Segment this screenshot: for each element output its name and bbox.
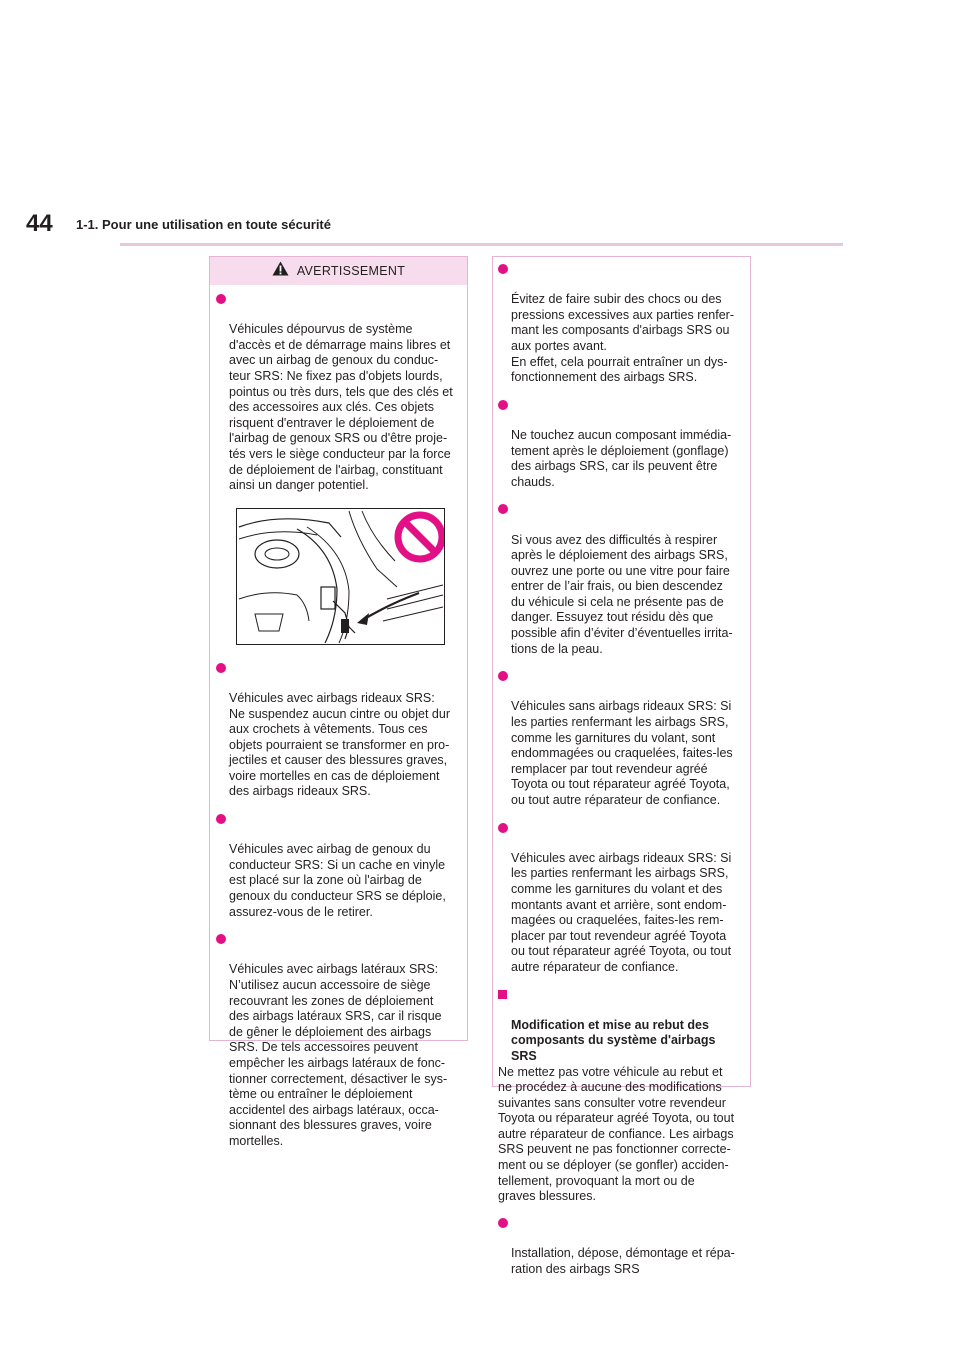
warning-item (216, 660, 461, 800)
bullet-dot-icon (498, 1218, 508, 1228)
warning-item (216, 931, 461, 1149)
bullet-dot-icon (498, 823, 508, 833)
steering-wheel-keys-illustration (236, 508, 445, 645)
square-bullet-icon (498, 990, 507, 999)
warning-item-text: Installation, dépose, démontage et répa- ration des airbags SRS (511, 1246, 735, 1276)
bullet-dot-icon (216, 663, 226, 673)
warning-item-text: Véhicules avec airbags latéraux SRS: N’utilisez aucun accessoire de siège recouvrant les zones de déploiement des airbags latéraux SRS, car il risque de gêner le déploiement des airbags SRS. De tels accessoires peuvent empêcher les airbags latéraux de fonc- tionner correctement, désactiver le sys- tème ou entraîner le déploiement accidentel des airbags latéraux, occa- sionnant des blessures graves, voire mortelles. (229, 962, 448, 1148)
illustration-drawing (237, 509, 444, 644)
warning-item-text: Véhicules avec airbags rideaux SRS: Si les parties renfermant les airbags SRS, comme les garnitures du volant et des montants avant et arrière, sont endom- magées ou craquelées, faites-les rem- placer par tout revendeur agréé Toyota ou tout réparateur agréé Toyota, ou tout autre réparateur de confiance. (511, 850, 732, 974)
warning-item (498, 261, 744, 386)
warning-item (216, 291, 461, 494)
section-title: 1-1. Pour une utilisation en toute sécurité (76, 217, 331, 232)
warning-continued-box (492, 256, 751, 1276)
warning-item-text: Véhicules dépourvus de système d'accès et de démarrage mains libres et avec un airbag de genoux du conduc- teur SRS: Ne fixez pas d'objets lourds, pointus ou très durs, tels que des clés et des accessoires aux clés. Ces objets risquent d'entraver le déploiement de l'airbag de genoux SRS ou d'être proje- tés vers le siège conducteur par la force de déploiement de l'airbag, constituant ainsi un danger potentiel. (229, 322, 453, 493)
warning-item (498, 1215, 744, 1277)
warning-item (498, 820, 744, 976)
warning-item-text: Évitez de faire subir des chocs ou des pressions excessives aux parties renfer- mant les composants d'airbags SRS ou aux portes avant. En effet, cela pourrait entraîner un dys- fonctionnement des airbags SRS. (511, 292, 735, 385)
subheading-text: Modification et mise au rebut des composants du système d'airbags SRS (511, 1017, 716, 1063)
bullet-dot-icon (216, 814, 226, 824)
warning-item (216, 811, 461, 920)
page-number: 44 (26, 210, 53, 237)
warning-item (498, 501, 744, 657)
header-rule (120, 243, 843, 246)
warning-item-text: Véhicules avec airbag de genoux du conducteur SRS: Si un cache en vinyle est placé sur la zone où l'airbag de genoux du conducteur SRS se déploie, assurez-vous de le retirer. (229, 842, 446, 919)
bullet-dot-icon (498, 400, 508, 410)
warning-triangle-icon (272, 261, 289, 281)
warning-item (498, 397, 744, 491)
bullet-dot-icon (216, 294, 226, 304)
body-paragraph: Ne mettez pas votre véhicule au rebut et ne procédez à aucune des modifications suivantes sans consulter votre revendeur Toyota ou réparateur agréé Toyota, ou tout autre réparateur de confiance. Les airbags SRS peuvent ne pas fonctionner correcte- ment ou se déployer (se gonfler) acciden- tellement, provoquant la mort ou de graves blessures. (498, 1064, 735, 1204)
subheading (498, 987, 744, 1065)
warning-header (210, 257, 467, 285)
warning-item-text: Véhicules avec airbags rideaux SRS: Ne suspendez aucun cintre ou objet dur aux crochets à vêtements. Tous ces objets pourraient se transformer en pro- jectiles et causer des blessures graves, voire mortelles en cas de déploiement des airbags rideaux SRS. (229, 690, 450, 799)
bullet-dot-icon (216, 934, 226, 944)
warning-item-text: Ne touchez aucun composant immédia- tement après le déploiement (gonflage) des airbags SRS, car ils peuvent être chauds. (511, 427, 732, 489)
bullet-dot-icon (498, 264, 508, 274)
warning-item-text: Si vous avez des difficultés à respirer après le déploiement des airbags SRS, ouvrez une porte ou une vitre pour faire entrer de l’air frais, ou bien descendez du véhicule si cela ne présente pas de danger. Essuyez tout résidu dès que possible afin d’éviter d’éventuelles irrita- tions de la peau. (511, 532, 733, 656)
warning-title: AVERTISSEMENT (296, 264, 406, 278)
bullet-dot-icon (498, 504, 508, 514)
warning-item-text: Véhicules sans airbags rideaux SRS: Si les parties renfermant les airbags SRS, comme les garnitures du volant, sont endommagées ou craquelées, faites-les remplacer par tout revendeur agréé Toyota ou tout réparateur agréé Toyota, ou tout autre réparateur de confiance. (511, 699, 733, 807)
bullet-dot-icon (498, 671, 508, 681)
warning-box (209, 256, 468, 1148)
warning-item (498, 668, 744, 808)
